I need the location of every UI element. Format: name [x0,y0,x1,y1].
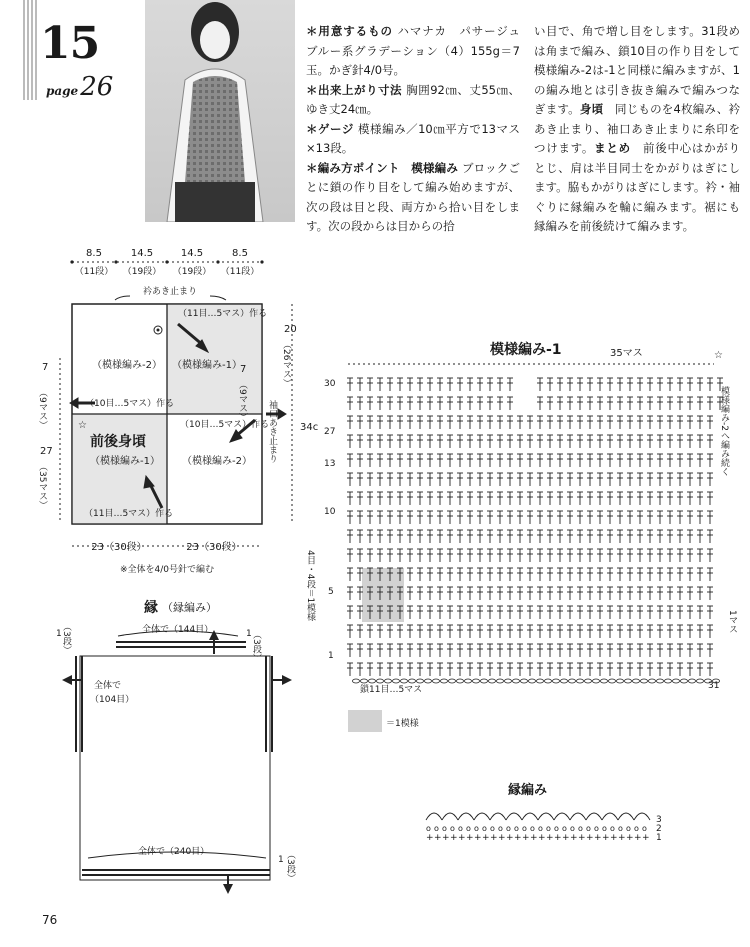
chart1-right-one: 1マス [727,610,737,634]
edging-stitch: + [450,833,458,843]
mid-left-note: （10目…5マス）作る [85,399,175,409]
chart-edging [420,780,670,850]
rows-label-bottom: 1 [278,855,284,865]
chain-stitch [513,679,520,683]
chain-stitch [473,679,480,683]
edging-title-sub: （縁編み） [162,601,217,614]
edging-stitch-2: o [546,824,551,833]
chain-stitch [537,679,544,683]
chain-stitch [529,679,536,683]
page-prefix: page [46,84,79,98]
chart-pattern-1 [304,338,748,738]
edging-stitch: + [506,833,514,843]
chain-stitch [457,679,464,683]
chain-stitch [521,679,528,683]
mid-right-note: （10目…5マス）作る [180,420,270,430]
edging-stitch: + [594,833,602,843]
page-reference [46,72,113,102]
bottom-note: （11目…5マス）作る [84,509,174,519]
chain-stitch [465,679,472,683]
chain-stitch [489,679,496,683]
chain-stitch [609,679,616,683]
edging-arch [474,813,490,820]
edging-stitch: + [562,833,570,843]
edging-stitch-2: o [442,824,447,833]
edging-arch [570,813,586,820]
edging-stitch-2: o [634,824,639,833]
edging-stitch: + [546,833,554,843]
row-label-13: 13 [324,459,336,469]
chain-stitch [441,679,448,683]
edging-stitch: + [426,833,434,843]
chain-stitch [385,679,392,683]
chain-stitch [545,679,552,683]
edging-arch [554,813,570,820]
instructions-column-2 [534,22,740,237]
chain-stitch [593,679,600,683]
chart2-row-1: 1 [656,833,662,843]
points-heading: ＊編み方ポイント 模様編み [306,160,459,175]
chart1-stitches [347,378,723,683]
rows-unit-bottom: （3段） [285,850,295,883]
edging-stitch-2: o [474,824,479,833]
right-dim-a: 7 [240,364,247,375]
body-text: 同じものを4枚編み、衿あき止まり、袖口あき止まりに糸印をつけます。 [534,102,740,155]
pattern-number: 15 [40,18,100,69]
chart2-row-3: 3 [656,815,662,825]
chain-stitch [617,679,624,683]
edging-stitch: + [482,833,490,843]
edging-title: 縁 [144,600,158,616]
chart1-right-note: 模様編み-2へ編み続く [719,386,729,476]
edging-arch [602,813,618,820]
right-dim-b-unit: （26マス） [281,340,291,388]
top-dim-1: 8.5 [86,248,102,259]
top-rows-1: （11段） [74,267,114,277]
edging-stitch: + [434,833,442,843]
chain-stitch [417,679,424,683]
size-heading: ＊出来上がり寸法 [306,82,403,97]
chain-stitch [561,679,568,683]
edging-stitch-2: o [538,824,543,833]
edging-stitch: + [538,833,546,843]
edging-stitch-2: o [586,824,591,833]
page-ref-number: 26 [80,72,114,102]
chain-stitch [553,679,560,683]
edging-stitch: + [458,833,466,843]
chart1-bottom-num: 31 [708,681,720,691]
edging-stitch: + [642,833,650,843]
chain-stitch [665,679,672,683]
edging-stitch-2: o [506,824,511,833]
chain-stitch [633,679,640,683]
page-number: 76 [42,913,58,927]
bottom-dim-2: 23（30段） [186,542,242,553]
edging-stitch-2: o [562,824,567,833]
gauge-text: 模様編み／10㎝平方で13マス×13段。 [306,121,521,155]
block-tr-label: （模様編み-1） [172,360,242,371]
edging-stitch-2: o [434,824,439,833]
chain-stitch [369,679,376,683]
rows-label-right: 1 [246,629,252,639]
chain-stitch [601,679,608,683]
legend-label: ＝1模様 [386,719,419,729]
chain-stitch [361,679,368,683]
edging-stitch-2: o [578,824,583,833]
repeat-highlight [362,568,404,622]
points-text-part1: ブロックごとに鎖の作り目をして編み始めますが、次の段は目と段、両方から拾い目をします。次の段からは目からの拾 [306,160,520,233]
left-dim-top-unit: （9マス） [37,388,47,430]
chart1-star: ☆ [714,350,723,361]
edging-stitch-2: o [626,824,631,833]
body-title: 前後身頃 [90,434,146,450]
legend-swatch [348,710,382,732]
chain-stitch [449,679,456,683]
edging-arch [586,813,602,820]
top-dim-4: 8.5 [232,248,248,259]
rows-unit-right: （3段） [251,630,261,663]
body-sub: （模様編み-1） [90,456,160,467]
chain-stitch [689,679,696,683]
chain-stitch [649,679,656,683]
row-label-27: 27 [324,427,336,437]
block-br-label: （模様編み-2） [182,456,252,467]
model-figure [145,0,295,222]
row-label-30: 30 [324,379,336,389]
chart1-top-count: 35マス [610,348,643,359]
edging-stitch-2: o [554,824,559,833]
edging-stitch: + [626,833,634,843]
left-dim-bottom: 27 [40,446,53,457]
gauge-heading: ＊ゲージ [306,121,354,136]
chain-stitch [393,679,400,683]
edging-arch [442,813,458,820]
side-count-label: 全体で [94,681,122,691]
chain-stitch [585,679,592,683]
top-rows-2: （19段） [122,267,162,277]
edging-stitch-2: o [514,824,519,833]
block-tl-label: （模様編み-2） [92,360,162,371]
edging-stitch-2: o [570,824,575,833]
top-rows-4: （11段） [220,267,260,277]
edging-arch [458,813,474,820]
left-dim-top: 7 [42,362,49,373]
edging-stitch-2: o [458,824,463,833]
size-text: 胸囲92㎝、丈55㎝、ゆき丈24㎝。 [306,82,520,116]
bottom-count: 全体で（240目） [138,847,210,857]
top-dim-3: 14.5 [180,248,204,259]
chain-stitch [433,679,440,683]
star-mark: ☆ [78,420,87,431]
edging-stitch: + [474,833,482,843]
edging-stitch-2: o [642,824,647,833]
chain-stitch [497,679,504,683]
finish-heading: まとめ [594,141,631,155]
chain-stitch [697,679,704,683]
edging-arch [490,813,506,820]
left-dim-bottom-unit: （35マス） [37,462,47,510]
edging-stitch-2: o [530,824,535,833]
edging-stitch: + [466,833,474,843]
edging-stitch: + [514,833,522,843]
edging-stitch: + [618,833,626,843]
row-label-5: 5 [328,587,334,597]
block-tr-note: （11目…5マス）作る [178,309,268,319]
chain-stitch [481,679,488,683]
edging-stitch: + [634,833,642,843]
edging-stitch-2: o [450,824,455,833]
edging-stitch-2: o [610,824,615,833]
points-text-part2: い目で、角で増し目をします。31段めは角まで編み、鎖10目の作り目をして模様編み-2は-1と同様に編みますが、1の編み地とは引き抜き編みで編みつなぎます。 [534,24,740,116]
edging-arch [426,813,442,820]
edging-stitch-2: o [594,824,599,833]
top-count: 全体で（144目） [142,625,214,635]
chain-stitch [425,679,432,683]
chain-stitch [505,679,512,683]
chain-stitch [577,679,584,683]
chart2-title: 縁編み [508,783,548,798]
edging-stitch: + [522,833,530,843]
chart2-stitches [426,813,650,843]
right-dim-b: 20 [284,324,297,335]
total-height: 34c [300,422,319,433]
chain-stitch [625,679,632,683]
right-dim-a-unit: （9マス） [237,380,247,422]
finish-text: 前後中心はかがりとじ、肩は半目同士をかがりはぎにします。脇もかがりはぎにします。衿・袖ぐりに縁編みを輪に編みます。裾にも縁編みを前後続けて編みます。 [534,141,741,233]
chain-stitch [657,679,664,683]
chain-stitch [377,679,384,683]
model-photo [145,0,295,222]
header-stripe [23,0,37,100]
edging-stitch: + [602,833,610,843]
chain-stitch [409,679,416,683]
edging-arch [522,813,538,820]
top-dim-2: 14.5 [130,248,154,259]
edging-schematic [46,592,316,902]
edging-stitch: + [570,833,578,843]
materials-text: ハマナカ パサージュ ブルー系グラデーション（4）155g＝7玉。かぎ針4/0号。 [306,24,532,77]
edging-stitch-2: o [522,824,527,833]
top-rows-3: （19段） [172,267,212,277]
body-heading: 身頃 [579,102,604,116]
edging-stitch-2: o [466,824,471,833]
edging-stitch: + [554,833,562,843]
rows-unit-left: （3段） [61,622,71,655]
body-schematic [30,240,320,580]
edging-stitch: + [586,833,594,843]
edging-stitch-2: o [482,824,487,833]
edging-stitch: + [610,833,618,843]
edging-stitch: + [578,833,586,843]
bottom-dim-1: 23（30段） [91,542,147,553]
needle-note: ※全体を4/0号針で編む [120,565,215,575]
edging-stitch: + [498,833,506,843]
edging-arch [618,813,634,820]
instructions-column-1 [306,22,532,237]
chart1-chain-note: 鎖11目…5マス [360,685,423,695]
neck-stop-label: 衿あき止まり [142,287,198,297]
edging-stitch-2: o [498,824,503,833]
chart2-row-2: 2 [656,824,662,834]
edging-stitch: + [442,833,450,843]
chart1-title: 模様編み-1 [490,342,562,358]
row-label-10: 10 [324,507,336,517]
chain-stitch [681,679,688,683]
edging-stitch-2: o [426,824,431,833]
edging-stitch-2: o [602,824,607,833]
chart1-left-note: 4目・4段＝1模様 [305,550,315,622]
edging-stitch-2: o [618,824,623,833]
edging-arch [506,813,522,820]
materials-heading: ＊用意するもの [306,24,393,38]
chain-stitch [641,679,648,683]
side-count: （104目） [90,695,135,705]
rows-label-left: 1 [56,629,62,639]
chain-stitch [401,679,408,683]
chain-stitch [569,679,576,683]
edging-arch [538,813,554,820]
edging-stitch-2: o [490,824,495,833]
edging-arch [634,813,650,820]
row-label-1: 1 [328,651,334,661]
edging-stitch: + [530,833,538,843]
sleeve-stop-label: 袖口あき止まり [267,400,277,463]
chain-stitch [673,679,680,683]
chain-stitch [353,679,360,683]
edging-stitch: + [490,833,498,843]
